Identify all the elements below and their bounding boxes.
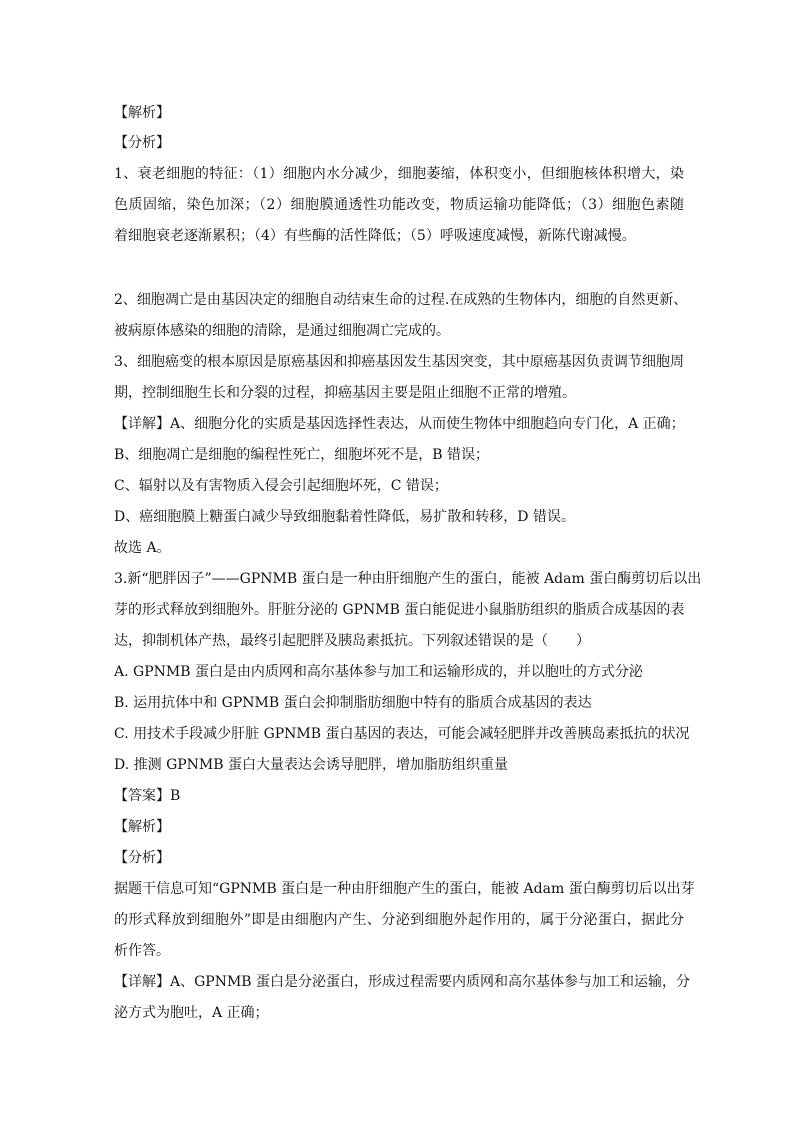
section-heading-breakdown: 【分析】 — [114, 135, 170, 151]
paragraph-line: 的形式释放到细胞外”即是由细胞内产生、分泌到细胞外起作用的，属于分泌蛋白，据此分 — [114, 912, 684, 928]
paragraph-line: 据题干信息可知“GPNMB 蛋白是一种由肝细胞产生的蛋白，能被 Adam 蛋白酶剪切后以出芽 — [114, 881, 695, 897]
paragraph-line: 【详解】A、细胞分化的实质是基因选择性表达，从而使生物体中细胞趋向专门化，A 正确； — [114, 416, 685, 432]
paragraph-line: 析作答。 — [114, 943, 170, 959]
paragraph-line: 期，控制细胞生长和分裂的过程，抑癌基因主要是阻止细胞不正常的增殖。 — [114, 385, 576, 401]
paragraph-line: D、癌细胞膜上糖蛋白减少导致细胞黏着性降低，易扩散和转移，D 错误。 — [114, 509, 575, 525]
paragraph-line: 故选 A。 — [114, 540, 171, 556]
paragraph-line: B、细胞凋亡是细胞的编程性死亡，细胞坏死不是，B 错误； — [114, 447, 490, 463]
answer-line: 【答案】B — [114, 788, 181, 804]
section-heading-analysis: 【解析】 — [114, 819, 170, 835]
paragraph-line: 色质固缩，染色加深；（2）细胞膜通透性功能改变，物质运输功能降低；（3）细胞色素随 — [114, 197, 684, 213]
paragraph-line: 着细胞衰老逐渐累积；（4）有些酶的活性降低；（5）呼吸速度减慢，新陈代谢减慢。 — [114, 228, 636, 244]
paragraph-line: C、辐射以及有害物质入侵会引起细胞坏死，C 错误； — [114, 478, 448, 494]
paragraph-line: 【详解】A、GPNMB 蛋白是分泌蛋白，形成过程需要内质网和高尔基体参与加工和运输，分 — [114, 974, 691, 990]
paragraph-line: 泌方式为胞吐，A 正确； — [114, 1005, 269, 1021]
question-stem-line: 达，抑制机体产热，最终引起肥胖及胰岛素抵抗。下列叙述错误的是（ ） — [114, 633, 590, 649]
question-stem-line: 芽的形式释放到细胞外。肝脏分泌的 GPNMB 蛋白能促进小鼠脂肪组织的脂质合成基因的表 — [114, 602, 685, 618]
paragraph-line: 3、细胞癌变的根本原因是原癌基因和抑癌基因发生基因突变，其中原癌基因负责调节细胞周 — [114, 354, 684, 370]
option-a: A. GPNMB 蛋白是由内质网和高尔基体参与加工和运输形成的，并以胞吐的方式分泌 — [114, 664, 643, 680]
paragraph-line: 被病原体感染的细胞的清除，是通过细胞凋亡完成的。 — [114, 323, 450, 339]
section-heading-breakdown: 【分析】 — [114, 850, 170, 866]
option-d: D. 推测 GPNMB 蛋白大量表达会诱导肥胖，增加脂肪组织重量 — [114, 757, 509, 773]
option-b: B. 运用抗体中和 GPNMB 蛋白会抑制脂肪细胞中特有的脂质合成基因的表达 — [114, 695, 592, 711]
section-heading-analysis: 【解析】 — [114, 105, 170, 121]
paragraph-line: 2、细胞凋亡是由基因决定的细胞自动结束生命的过程.在成熟的生物体内，细胞的自然更新、 — [114, 292, 688, 308]
paragraph-line: 1、衰老细胞的特征：（1）细胞内水分减少，细胞萎缩，体积变小，但细胞核体积增大，染 — [114, 166, 684, 182]
option-c: C. 用技术手段减少肝脏 GPNMB 蛋白基因的表达，可能会减轻肥胖并改善胰岛素抵抗的状况 — [114, 726, 690, 742]
question-stem-line: 3.新“肥胖因子”——GPNMB 蛋白是一种由肝细胞产生的蛋白，能被 Adam 蛋白酶剪切后以出 — [114, 571, 702, 587]
